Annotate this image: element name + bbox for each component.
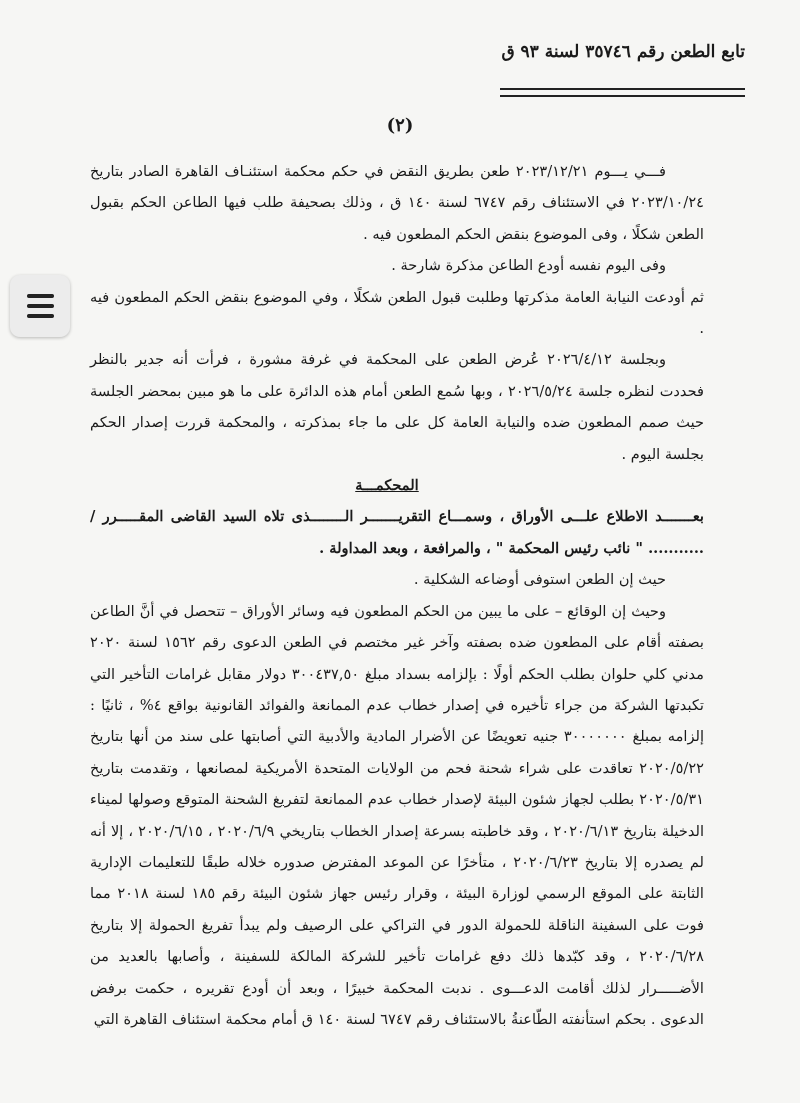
paragraph-formal: حيث إن الطعن استوفى أوضاعه الشكلية . [413,571,666,589]
header-rule-bottom [500,95,745,97]
paragraph-session: وبجلسة ٢٠٢٦/٤/١٢ عُرض الطعن على المحكمة في غرفة مشورة ، فرأت أنه جدير بالنظر فحددت لنظره جلسة ٢٠٢٦/٥/٢٤ ، وبها سُمع الطعن أمام هذه الدائرة على ما هو مبين بمحضر الجلسة حيث صمم المطعون ضده والنيابة العامة كل على ما جاء بمذكرته ، والمحكمة قررت إصدار الحكم بجلسة اليوم . [90,351,704,463]
header-rule-top [500,88,745,90]
page-number: (٢) [386,115,414,136]
paragraph-facts: وحيث إن الوقائع – على ما يبين من الحكم المطعون فيه وسائر الأوراق – تتحصل في أنَّ الطاعن بصفته أقام على المطعون ضده بصفته وآخر غير مختصم في الطعن الدعوى رقم ١٥٦٢ لسنة ٢٠٢٠ مدني كلي حلوان بطلب الحكم أولًا : بإلزامه بسداد مبلغ ٣٠٠٤٣٧,٥٠ دولار مقابل غرامات التأخير التي تكبدتها الشركة من جراء تأخيره في إصدار خطاب عدم الممانعة والفوائد القانونية بواقع ٤% ، ثانيًا : إلزامه بمبلغ ٣٠٠٠٠٠٠٠ جنيه تعويضًا عن الأضرار المادية والأدبية التي أصابتها على سند من أنها بتاريخ ٢٠٢٠/٥/٢٢ تعاقدت على شراء شحنة فحم من الولايات المتحدة الأمريكية لمصانعها ، وتقدمت بتاريخ ٢٠٢٠/٥/٣١ بطلب لجهاز شئون البيئة لإصدار خطاب عدم الممانعة لتفريغ الشحنة المتوقع وصولها لميناء الدخيلة بتاريخ ٢٠٢٠/٦/١٣ ، وقد خاطبته بسرعة إصدار الخطاب بتاريخي ٢٠٢٠/٦/٩ ، ٢٠٢٠/٦/١٥ ، إلا أنه لم يصدره إلا بتاريخ ٢٠٢٠/٦/٢٣ ، متأخرًا عن الموعد المفترض صدوره خلاله طبقًا للتعليمات الإدارية الثابتة على الموقع الرسمي لوزارة البيئة ، وقرار رئيس جهاز شئون البيئة رقم ١٨٥ لسنة ٢٠١٨ مما فوت على السفينة الناقلة للحمولة الدور في التراكي على الرصيف ولم يبدأ تفريغ الحمولة إلا بتاريخ ٢٠٢٠/٦/٢٨ ، وقد كبّدها ذلك دفع غرامات تأخير للشركة المالكة للسفينة ، وأصابها بالعديد من الأضـــــرار لذلك أقامت الدعـــوى . ندبت المحكمة خبيرًا ، وبعد أن أودع تقريره ، حكمت برفض الدعوى . بحكم استأنفته الطّاعنةُ بالاستئناف رقم ٦٧٤٧ لسنة ١٤٠ ق أمام محكمة استئناف القاهرة التي [90,602,705,1028]
menu-button[interactable] [10,275,70,337]
paragraph-prosecution: ثم أودعت النيابة العامة مذكرتها وطلبت قبول الطعن شكلًا ، وفي الموضوع بنقض الحكم المطعون فيه . [90,288,704,338]
section-title: المحكمـــة [355,477,419,495]
court-intro: بعـــــــد الاطلاع علـــى الأوراق ، وسمـــاع التقريـــــــر الــــــــذى تلاه السيد القاضى المقـــــرر / ........... " نائب رئيس المحكمة " ، والمرافعة ، وبعد المداولة . [90,508,704,557]
paragraph-filing: فـــي يـــوم ٢٠٢٣/١٢/٢١ طعن بطريق النقض في حكم محكمة استئنـاف القاهرة الصادر بتاريخ ٢٠٢٣/١٠/٢٤ في الاستئناف رقم ٦٧٤٧ لسنة ١٤٠ ق ، وذلك بصحيفة طلب فيها الطاعن الحكم بقبول الطعن شكلًا ، وفى الموضوع بنقض الحكم المطعون فيه . [90,163,704,243]
header-title: تابع الطعن رقم ٣٥٧٤٦ لسنة ٩٣ ق [501,42,745,62]
paragraph-memo: وفى اليوم نفسه أودع الطاعن مذكرة شارحة . [391,257,666,275]
document-body [90,156,704,1035]
